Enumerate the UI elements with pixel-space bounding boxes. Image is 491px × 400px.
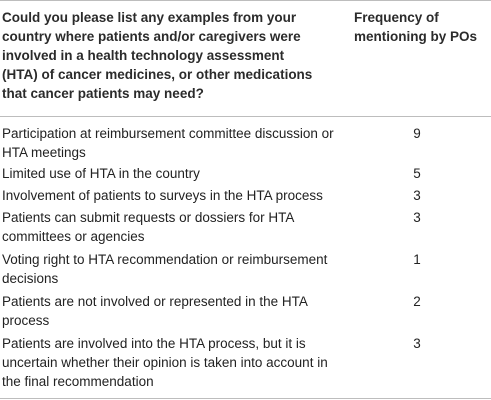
header-question: Could you please list any examples from your country where patients and/or caregivers were involved in a health technology assessment (HTA) of cancer medicines, or other medications that cancer patients may need? bbox=[2, 10, 313, 101]
row-frequency: 9 bbox=[413, 126, 421, 141]
header-frequency: Frequency of mentioning by POs bbox=[354, 10, 478, 44]
table-bottom-rule bbox=[0, 398, 491, 399]
header-divider-rule bbox=[0, 116, 491, 117]
row-description: Limited use of HTA in the country bbox=[2, 166, 200, 181]
row-description: Patients can submit requests or dossiers for HTA committees or agencies bbox=[2, 210, 294, 244]
row-description: Patients are not involved or represented in the HTA process bbox=[2, 294, 308, 328]
row-description: Involvement of patients to surveys in the HTA process bbox=[2, 188, 323, 203]
table-top-rule bbox=[0, 0, 491, 1]
row-frequency: 3 bbox=[413, 210, 421, 225]
row-frequency: 3 bbox=[413, 188, 421, 203]
row-description: Voting right to HTA recommendation or reimbursement decisions bbox=[2, 252, 328, 286]
row-frequency: 5 bbox=[413, 166, 421, 181]
row-description: Participation at reimbursement committee discussion or HTA meetings bbox=[2, 126, 334, 160]
row-frequency: 1 bbox=[413, 252, 421, 267]
row-frequency: 3 bbox=[413, 336, 421, 351]
row-description: Patients are involved into the HTA process, but it is uncertain whether their opinion is taken into account in the final recommendation bbox=[2, 336, 328, 389]
table-header bbox=[0, 8, 491, 108]
row-frequency: 2 bbox=[413, 294, 421, 309]
